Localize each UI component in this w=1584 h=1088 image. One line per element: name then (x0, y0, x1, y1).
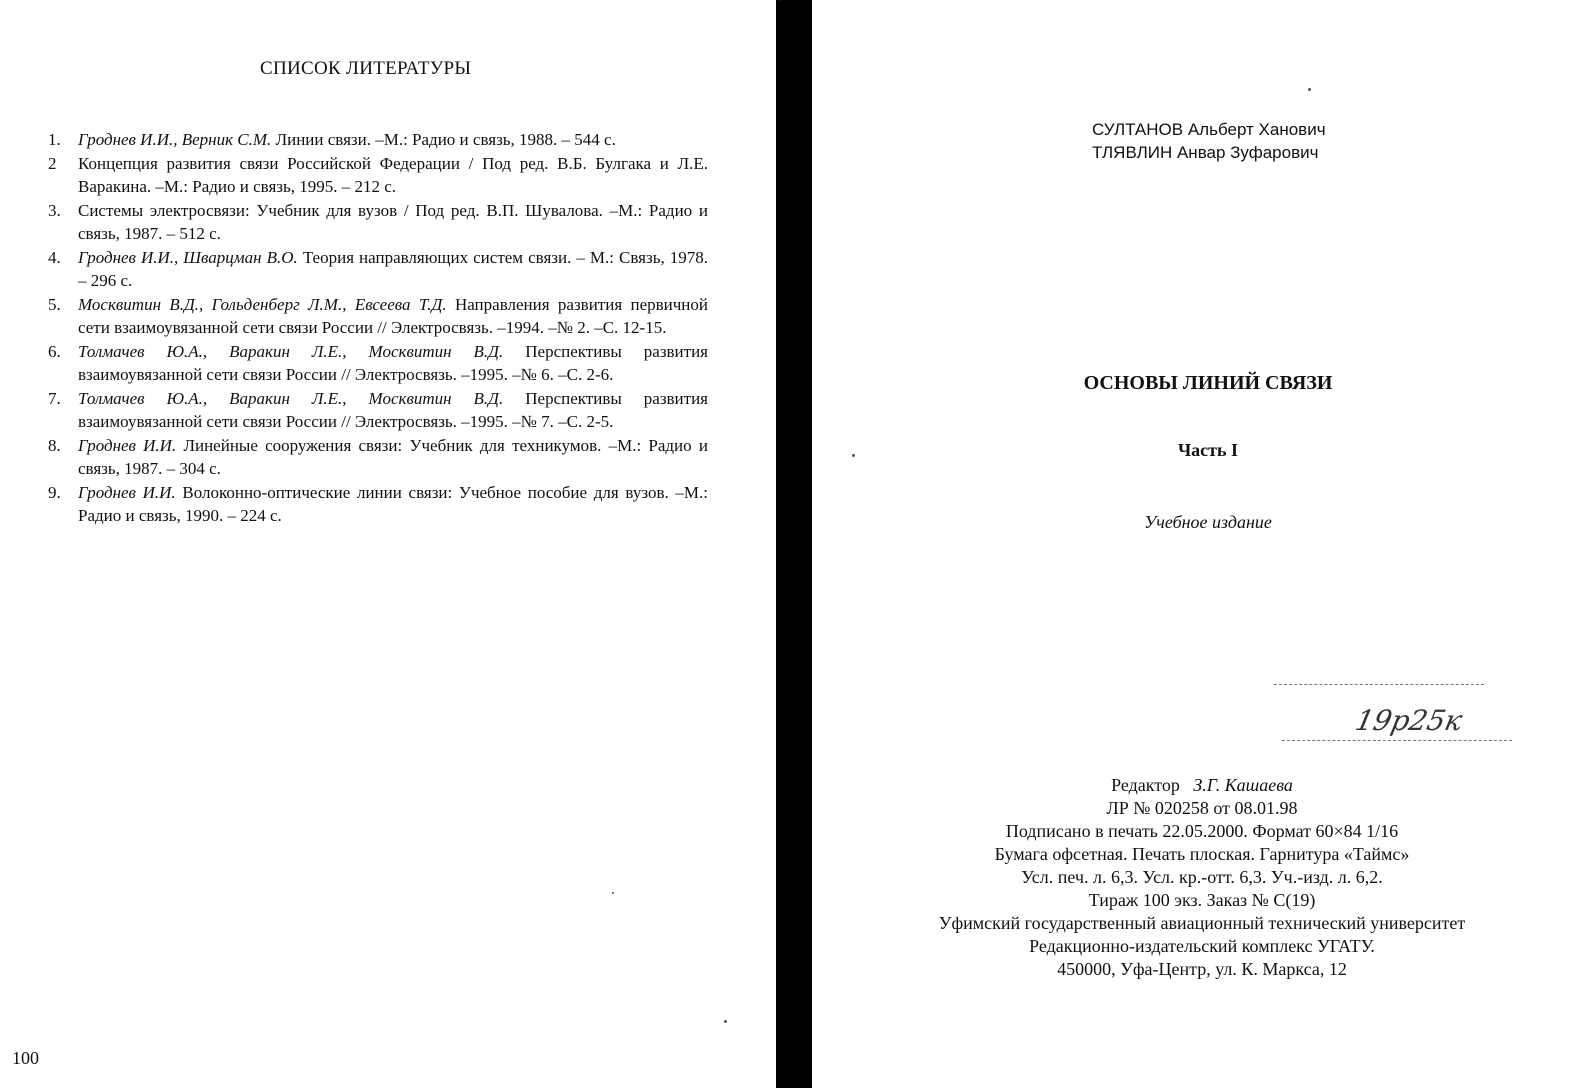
address-line: 450000, Уфа-Центр, ул. К. Маркса, 12 (1057, 959, 1347, 979)
scan-speck (612, 892, 614, 894)
reference-item (48, 387, 708, 433)
reference-authors: Толмачев Ю.А., Варакин Л.Е., Москвитин В.Д. (78, 342, 504, 361)
reference-item (48, 481, 708, 527)
university-line: Уфимский государственный авиационный технический университет (938, 913, 1466, 933)
reference-body: Перспективы развития взаимоувязанной сети связи России // Электросвязь. –1995. –№ 6. –С. 2-6. (78, 342, 709, 384)
reference-number: 5. (48, 295, 61, 314)
book-title: ОСНОВЫ ЛИНИЙ СВЯЗИ (1083, 372, 1333, 394)
reference-text (78, 246, 708, 292)
reference-text (78, 293, 708, 339)
author-name: СУЛТАНОВ Альберт Ханович (1092, 120, 1326, 139)
reference-body: Линии связи. –М.: Радио и связь, 1988. – 544 с. (271, 130, 616, 149)
stamp-border (1274, 684, 1484, 685)
reference-item (48, 434, 708, 480)
reference-number: 9. (48, 483, 61, 502)
reference-body: Теория направляющих систем связи. – М.: Связь, 1978. – 296 с. (78, 248, 708, 290)
reference-number: 3. (48, 201, 61, 220)
reference-body: Волоконно-оптические линии связи: Учебное пособие для вузов. –М.: Радио и связь, 1990. – 224 с. (78, 483, 708, 525)
paper-line: Бумага офсетная. Печать плоская. Гарнитура «Таймс» (994, 844, 1410, 864)
sheets-line: Усл. печ. л. 6,3. Усл. кр.-отт. 6,3. Уч.-изд. л. 6,2. (1021, 867, 1383, 887)
left-page (0, 0, 780, 1088)
reference-text (78, 199, 708, 245)
edition-type: Учебное издание (1144, 512, 1272, 532)
right-page (812, 0, 1584, 1088)
reference-item (48, 340, 708, 386)
authors-block (1092, 118, 1326, 164)
reference-authors: Москвитин В.Д., Гольденберг Л.М., Евсеева Т.Д. (78, 295, 447, 314)
colophon (872, 774, 1532, 981)
bibliography-title: СПИСОК ЛИТЕРАТУРЫ (260, 58, 472, 79)
reference-item (48, 246, 708, 292)
price-handwritten: 19р25к (1352, 704, 1466, 737)
reference-number: 7. (48, 389, 61, 408)
book-gutter (780, 0, 812, 1088)
reference-authors: Гроднев И.И. (78, 436, 177, 455)
reference-authors: Гроднев И.И., Верник С.М. (78, 130, 272, 149)
reference-text (78, 434, 708, 480)
reference-item (48, 128, 708, 151)
editor-line (872, 774, 1532, 797)
signed-line: Подписано в печать 22.05.2000. Формат 60×84 1/16 (1005, 821, 1399, 841)
reference-number: 6. (48, 342, 61, 361)
price-stamp (1274, 684, 1514, 764)
run-line: Тираж 100 экз. Заказ № С(19) (1088, 890, 1316, 910)
reference-body: Перспективы развития взаимоувязанной сети связи России // Электросвязь. –1995. –№ 7. –С. 2-5. (78, 389, 709, 431)
reference-list (48, 128, 708, 528)
scan-speck (724, 1020, 727, 1023)
reference-authors: Толмачев Ю.А., Варакин Л.Е., Москвитин В.Д. (78, 389, 504, 408)
reference-number: 8. (48, 436, 61, 455)
reference-number: 1. (48, 130, 61, 149)
complex-line: Редакционно-издательский комплекс УГАТУ. (1029, 936, 1375, 956)
reference-body: Линейные сооружения связи: Учебник для техникумов. –М.: Радио и связь, 1987. – 304 с. (78, 436, 708, 478)
reference-body: Системы электросвязи: Учебник для вузов / Под ред. В.П. Шувалова. –М.: Радио и связь, 1987. – 512 с. (78, 201, 708, 243)
reference-item (48, 293, 708, 339)
reference-text (78, 387, 708, 433)
editor-name: З.Г. Кашаева (1193, 775, 1293, 795)
reference-text (78, 340, 708, 386)
reference-number: 2 (48, 154, 57, 173)
reference-authors: Гроднев И.И., Шварцман В.О. (78, 248, 298, 267)
reference-authors: Гроднев И.И. (78, 483, 176, 502)
reference-body: Направления развития первичной сети взаимоувязанной сети связи России // Электросвязь. –1994. –№ 2. –С. 12-15. (78, 295, 709, 337)
book-part: Часть I (1177, 440, 1239, 460)
page-number: 100 (12, 1048, 39, 1068)
reference-item (48, 199, 708, 245)
scan-speck (1308, 88, 1311, 91)
reference-text (78, 128, 708, 151)
reference-text (78, 481, 708, 527)
editor-label: Редактор (1111, 775, 1180, 795)
reference-body: Концепция развития связи Российской Федерации / Под ред. В.Б. Булгака и Л.Е. Варакина. –М.: Радио и связь, 1995. – 212 с. (78, 154, 708, 196)
reference-item (48, 152, 708, 198)
stamp-border (1282, 740, 1512, 741)
license-line: ЛР № 020258 от 08.01.98 (1106, 798, 1298, 818)
reference-number: 4. (48, 248, 61, 267)
author-name: ТЛЯВЛИН Анвар Зуфарович (1092, 143, 1319, 162)
reference-text (78, 152, 708, 198)
